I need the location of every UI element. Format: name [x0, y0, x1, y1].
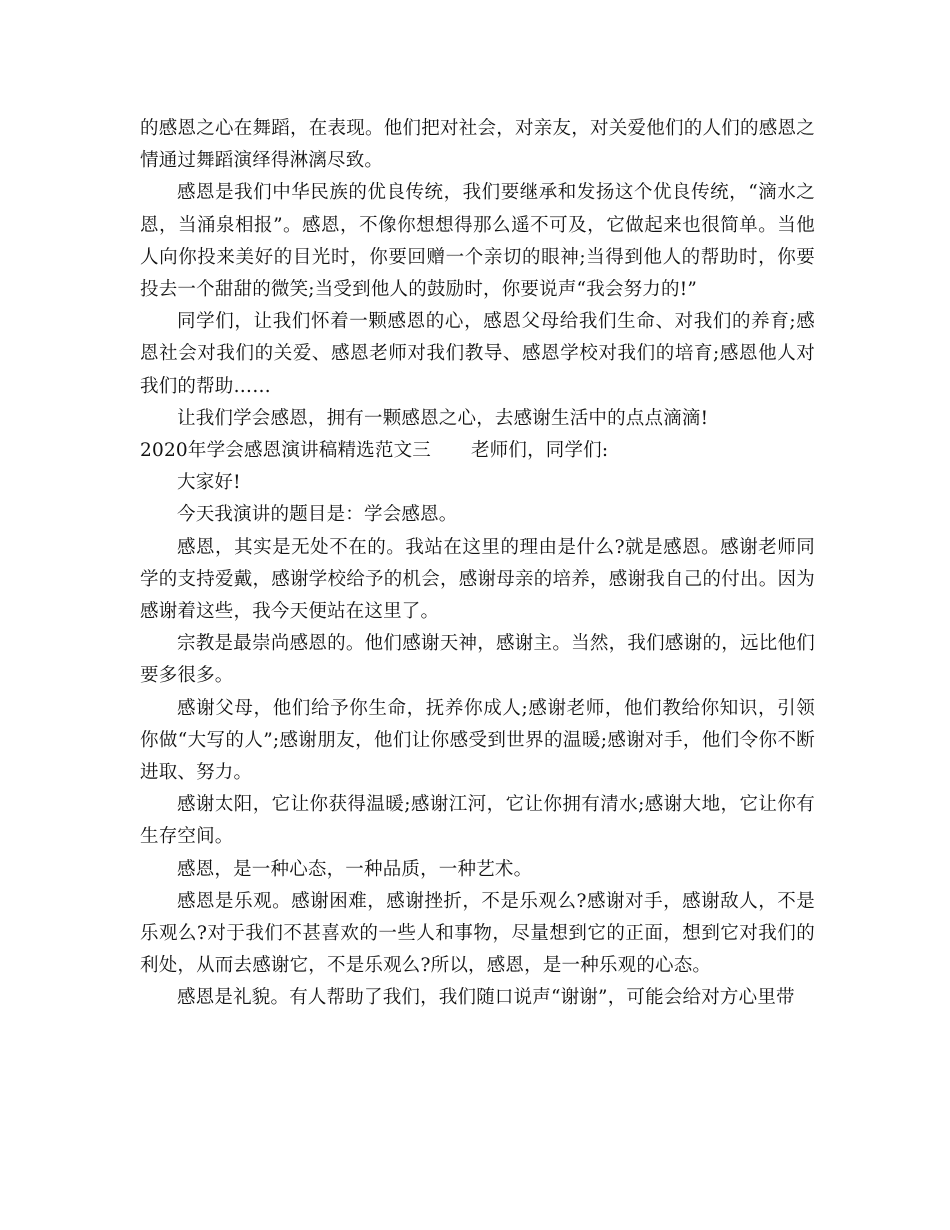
paragraph: 感恩是我们中华民族的优良传统，我们要继承和发扬这个优良传统，“滴水之恩，当涌泉相报”。感恩，不像你想想得那么遥不可及，它做起来也很简单。当他人向你投来美好的目光时，你要回赠一个亲切的眼神;当得到他人的帮助时，你要投去一个甜甜的微笑;当受到他人的鼓励时，你要说声“我会努力的!” [140, 182, 815, 301]
section-greeting: 老师们，同学们: [470, 440, 609, 462]
section-heading [140, 435, 815, 467]
paragraph: 同学们，让我们怀着一颗感恩的心，感恩父母给我们生命、对我们的养育;感恩社会对我们的关爱、感恩老师对我们教导、感恩学校对我们的培育;感恩他人对我们的帮助…… [140, 311, 815, 397]
paragraph: 大家好! [177, 472, 241, 494]
paragraph: 感恩，其实是无处不在的。我站在这里的理由是什么?就是感恩。感谢老师同学的支持爱戴，感谢学校给予的机会，感谢母亲的培养，感谢我自己的付出。因为感谢着这些，我今天便站在这里了。 [140, 536, 815, 623]
paragraph: 让我们学会感恩，拥有一颗感恩之心，去感谢生活中的点点滴滴! [177, 407, 709, 429]
paragraph: 的感恩之心在舞蹈，在表现。他们把对社会，对亲友，对关爱他们的人们的感恩之情通过舞蹈演绎得淋漓尽致。 [140, 118, 815, 172]
paragraph: 宗教是最崇尚感恩的。他们感谢天神，感谢主。当然，我们感谢的，远比他们要多很多。 [140, 633, 815, 687]
paragraph: 感恩是礼貌。有人帮助了我们，我们随口说声“谢谢”，可能会给对方心里带 [177, 987, 795, 1009]
paragraph: 感谢父母，他们给予你生命，抚养你成人;感谢老师，他们教给你知识，引领你做“大写的人”;感谢朋友，他们让你感受到世界的温暖;感谢对手，他们令你不断进取、努力。 [140, 697, 815, 784]
section-title: 2020年学会感恩演讲稿精选范文三 [140, 440, 431, 462]
document-body [140, 113, 815, 1015]
paragraph: 感谢太阳，它让你获得温暖;感谢江河，它让你拥有清水;感谢大地，它让你有生存空间。 [140, 794, 815, 848]
paragraph: 感恩是乐观。感谢困难，感谢挫折，不是乐观么?感谢对手，感谢敌人，不是乐观么?对于我们不甚喜欢的一些人和事物，尽量想到它的正面，想到它对我们的利处，从而去感谢它，不是乐观么?所以，感恩，是一种乐观的心态。 [140, 890, 815, 977]
paragraph: 今天我演讲的题目是：学会感恩。 [177, 504, 458, 526]
paragraph: 感恩，是一种心态，一种品质，一种艺术。 [177, 858, 533, 880]
